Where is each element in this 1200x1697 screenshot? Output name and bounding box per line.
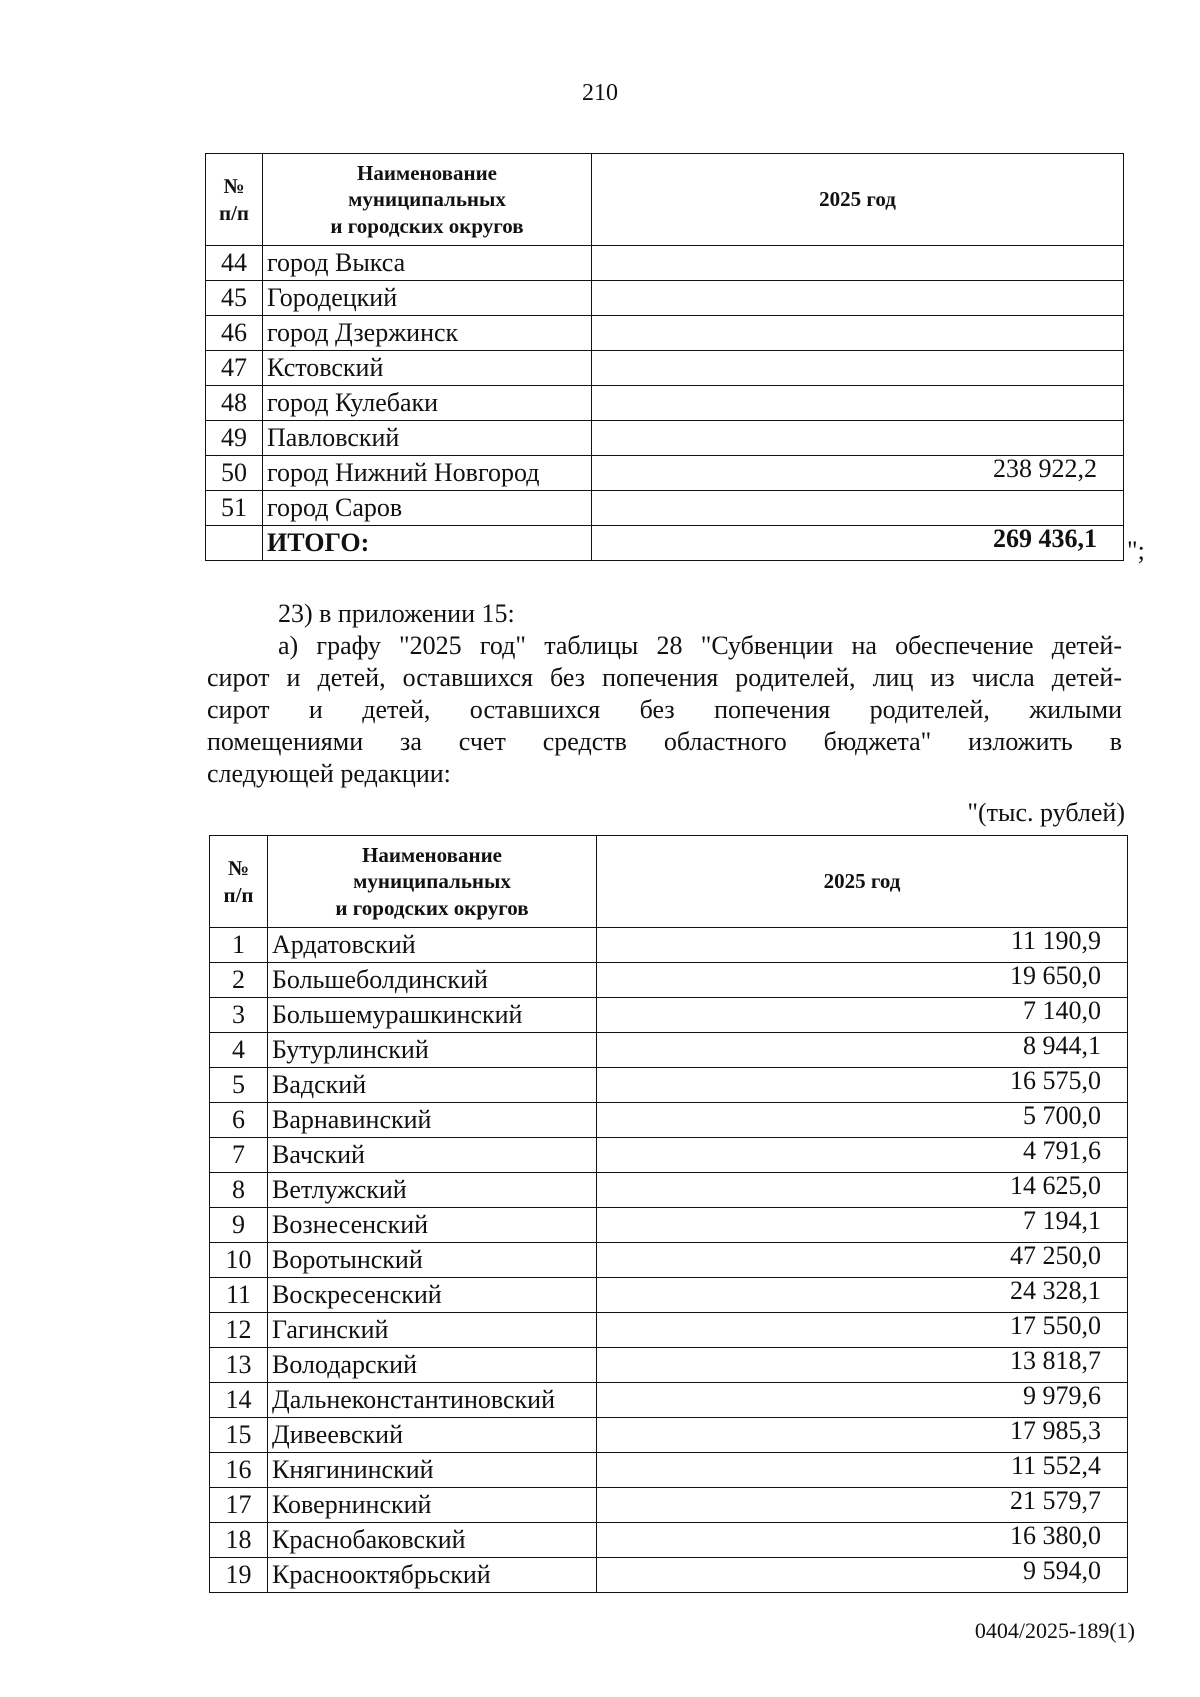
paragraph-line: следующей редакции: (207, 759, 451, 788)
row-number: 11 (210, 1278, 268, 1313)
paragraph-appendix-15: 23) в приложении 15: (278, 599, 515, 628)
row-number: 47 (206, 351, 263, 386)
row-number: 49 (206, 421, 263, 456)
row-number: 15 (210, 1418, 268, 1453)
row-value: 5 700,0 (597, 1103, 1128, 1138)
row-number: 50 (206, 456, 263, 491)
row-name: город Кулебаки (263, 386, 592, 421)
row-name: Дивеевский (268, 1418, 597, 1453)
row-value: 24 328,1 (597, 1278, 1128, 1313)
table-row (210, 1068, 1128, 1103)
table-row (206, 421, 1124, 456)
row-value (592, 316, 1124, 351)
row-value (592, 421, 1124, 456)
row-number: 6 (210, 1103, 268, 1138)
row-name: Городецкий (263, 281, 592, 316)
table-row (210, 1278, 1128, 1313)
row-name: Варнавинский (268, 1103, 597, 1138)
row-name: Бутурлинский (268, 1033, 597, 1068)
table-row (206, 316, 1124, 351)
row-name: Гагинский (268, 1313, 597, 1348)
row-number: 48 (206, 386, 263, 421)
row-name: Ардатовский (268, 928, 597, 963)
row-value: 9 594,0 (597, 1558, 1128, 1593)
row-value: 7 194,1 (597, 1208, 1128, 1243)
header-year: 2025 год (597, 836, 1128, 928)
total-label: ИТОГО: (263, 526, 592, 561)
table-header-row (210, 836, 1128, 928)
table-row (206, 246, 1124, 281)
table-row (206, 351, 1124, 386)
table-body (206, 246, 1124, 561)
paragraph-line: сирот и детей, оставшихся без попечения родителей, лиц из числа детей- (207, 663, 1122, 692)
row-number: 51 (206, 491, 263, 526)
row-name: Большеболдинский (268, 963, 597, 998)
table-row (206, 386, 1124, 421)
row-number: 44 (206, 246, 263, 281)
row-name: Краснооктябрьский (268, 1558, 597, 1593)
row-value: 21 579,7 (597, 1488, 1128, 1523)
closing-quote-mark: "; (1127, 536, 1145, 565)
row-name: город Выкса (263, 246, 592, 281)
row-name: Краснобаковский (268, 1523, 597, 1558)
row-name: Павловский (263, 421, 592, 456)
row-number: 46 (206, 316, 263, 351)
paragraph-line: сирот и детей, оставшихся без попечения родителей, жилыми (207, 695, 1122, 724)
table-row (206, 281, 1124, 316)
table-row (210, 1243, 1128, 1278)
row-value (592, 281, 1124, 316)
row-name: город Дзержинск (263, 316, 592, 351)
row-number: 10 (210, 1243, 268, 1278)
table-row (210, 1313, 1128, 1348)
row-name: город Нижний Новгород (263, 456, 592, 491)
row-number: 45 (206, 281, 263, 316)
table-row (206, 491, 1124, 526)
table-header-row (206, 154, 1124, 246)
subsidy-table-continued (205, 153, 1124, 561)
table-row (210, 1348, 1128, 1383)
table-row (210, 998, 1128, 1033)
units-label: "(тыс. рублей) (967, 798, 1125, 827)
row-name: Воротынский (268, 1243, 597, 1278)
table-row (210, 1488, 1128, 1523)
row-value: 16 380,0 (597, 1523, 1128, 1558)
row-number: 13 (210, 1348, 268, 1383)
table-row (210, 1558, 1128, 1593)
row-number: 4 (210, 1033, 268, 1068)
row-number: 3 (210, 998, 268, 1033)
row-name: Кстовский (263, 351, 592, 386)
header-name: Наименование муниципальных и городских округов (268, 836, 597, 928)
row-value: 47 250,0 (597, 1243, 1128, 1278)
row-name: Володарский (268, 1348, 597, 1383)
table-row (206, 456, 1124, 491)
page-number: 210 (582, 80, 618, 106)
row-number: 1 (210, 928, 268, 963)
row-name: город Саров (263, 491, 592, 526)
row-number: 8 (210, 1173, 268, 1208)
row-value: 4 791,6 (597, 1138, 1128, 1173)
row-number: 9 (210, 1208, 268, 1243)
row-number: 16 (210, 1453, 268, 1488)
row-value: 13 818,7 (597, 1348, 1128, 1383)
row-value: 14 625,0 (597, 1173, 1128, 1208)
total-number-cell (206, 526, 263, 561)
row-name: Воскресенский (268, 1278, 597, 1313)
row-number: 14 (210, 1383, 268, 1418)
row-number: 19 (210, 1558, 268, 1593)
row-number: 12 (210, 1313, 268, 1348)
row-value: 8 944,1 (597, 1033, 1128, 1068)
header-number: № п/п (206, 154, 263, 246)
table-row (210, 1383, 1128, 1418)
row-value: 19 650,0 (597, 963, 1128, 998)
row-name: Ковернинский (268, 1488, 597, 1523)
row-number: 5 (210, 1068, 268, 1103)
table-row (210, 1173, 1128, 1208)
row-value: 11 552,4 (597, 1453, 1128, 1488)
row-name: Вачский (268, 1138, 597, 1173)
row-value: 17 550,0 (597, 1313, 1128, 1348)
row-number: 17 (210, 1488, 268, 1523)
document-code: 0404/2025-189(1) (974, 1618, 1135, 1643)
paragraph-amendment (207, 630, 1122, 790)
row-value: 238 922,2 (592, 456, 1124, 491)
row-value (592, 386, 1124, 421)
table-row (210, 1138, 1128, 1173)
row-value (592, 491, 1124, 526)
row-name: Большемурашкинский (268, 998, 597, 1033)
subventions-table (209, 835, 1128, 1593)
row-value: 11 190,9 (597, 928, 1128, 963)
row-name: Вознесенский (268, 1208, 597, 1243)
table-row (210, 1208, 1128, 1243)
row-name: Ветлужский (268, 1173, 597, 1208)
row-number: 7 (210, 1138, 268, 1173)
header-name: Наименование муниципальных и городских округов (263, 154, 592, 246)
row-name: Княгининский (268, 1453, 597, 1488)
paragraph-line: помещениями за счет средств областного бюджета" изложить в (207, 727, 1122, 756)
total-value: 269 436,1 (592, 526, 1124, 561)
row-number: 18 (210, 1523, 268, 1558)
row-name: Вадский (268, 1068, 597, 1103)
table-row (210, 1453, 1128, 1488)
table-body (210, 928, 1128, 1593)
paragraph-line: а) графу "2025 год" таблицы 28 "Субвенции на обеспечение детей- (278, 631, 1122, 660)
row-number: 2 (210, 963, 268, 998)
header-year: 2025 год (592, 154, 1124, 246)
table-row (210, 963, 1128, 998)
table-row (210, 1103, 1128, 1138)
table-row (210, 1033, 1128, 1068)
row-name: Дальнеконстантиновский (268, 1383, 597, 1418)
table-row (210, 928, 1128, 963)
row-value: 16 575,0 (597, 1068, 1128, 1103)
row-value: 7 140,0 (597, 998, 1128, 1033)
row-value (592, 351, 1124, 386)
table-row (210, 1523, 1128, 1558)
row-value: 9 979,6 (597, 1383, 1128, 1418)
row-value (592, 246, 1124, 281)
table-row (210, 1418, 1128, 1453)
total-row (206, 526, 1124, 561)
header-number: № п/п (210, 836, 268, 928)
row-value: 17 985,3 (597, 1418, 1128, 1453)
